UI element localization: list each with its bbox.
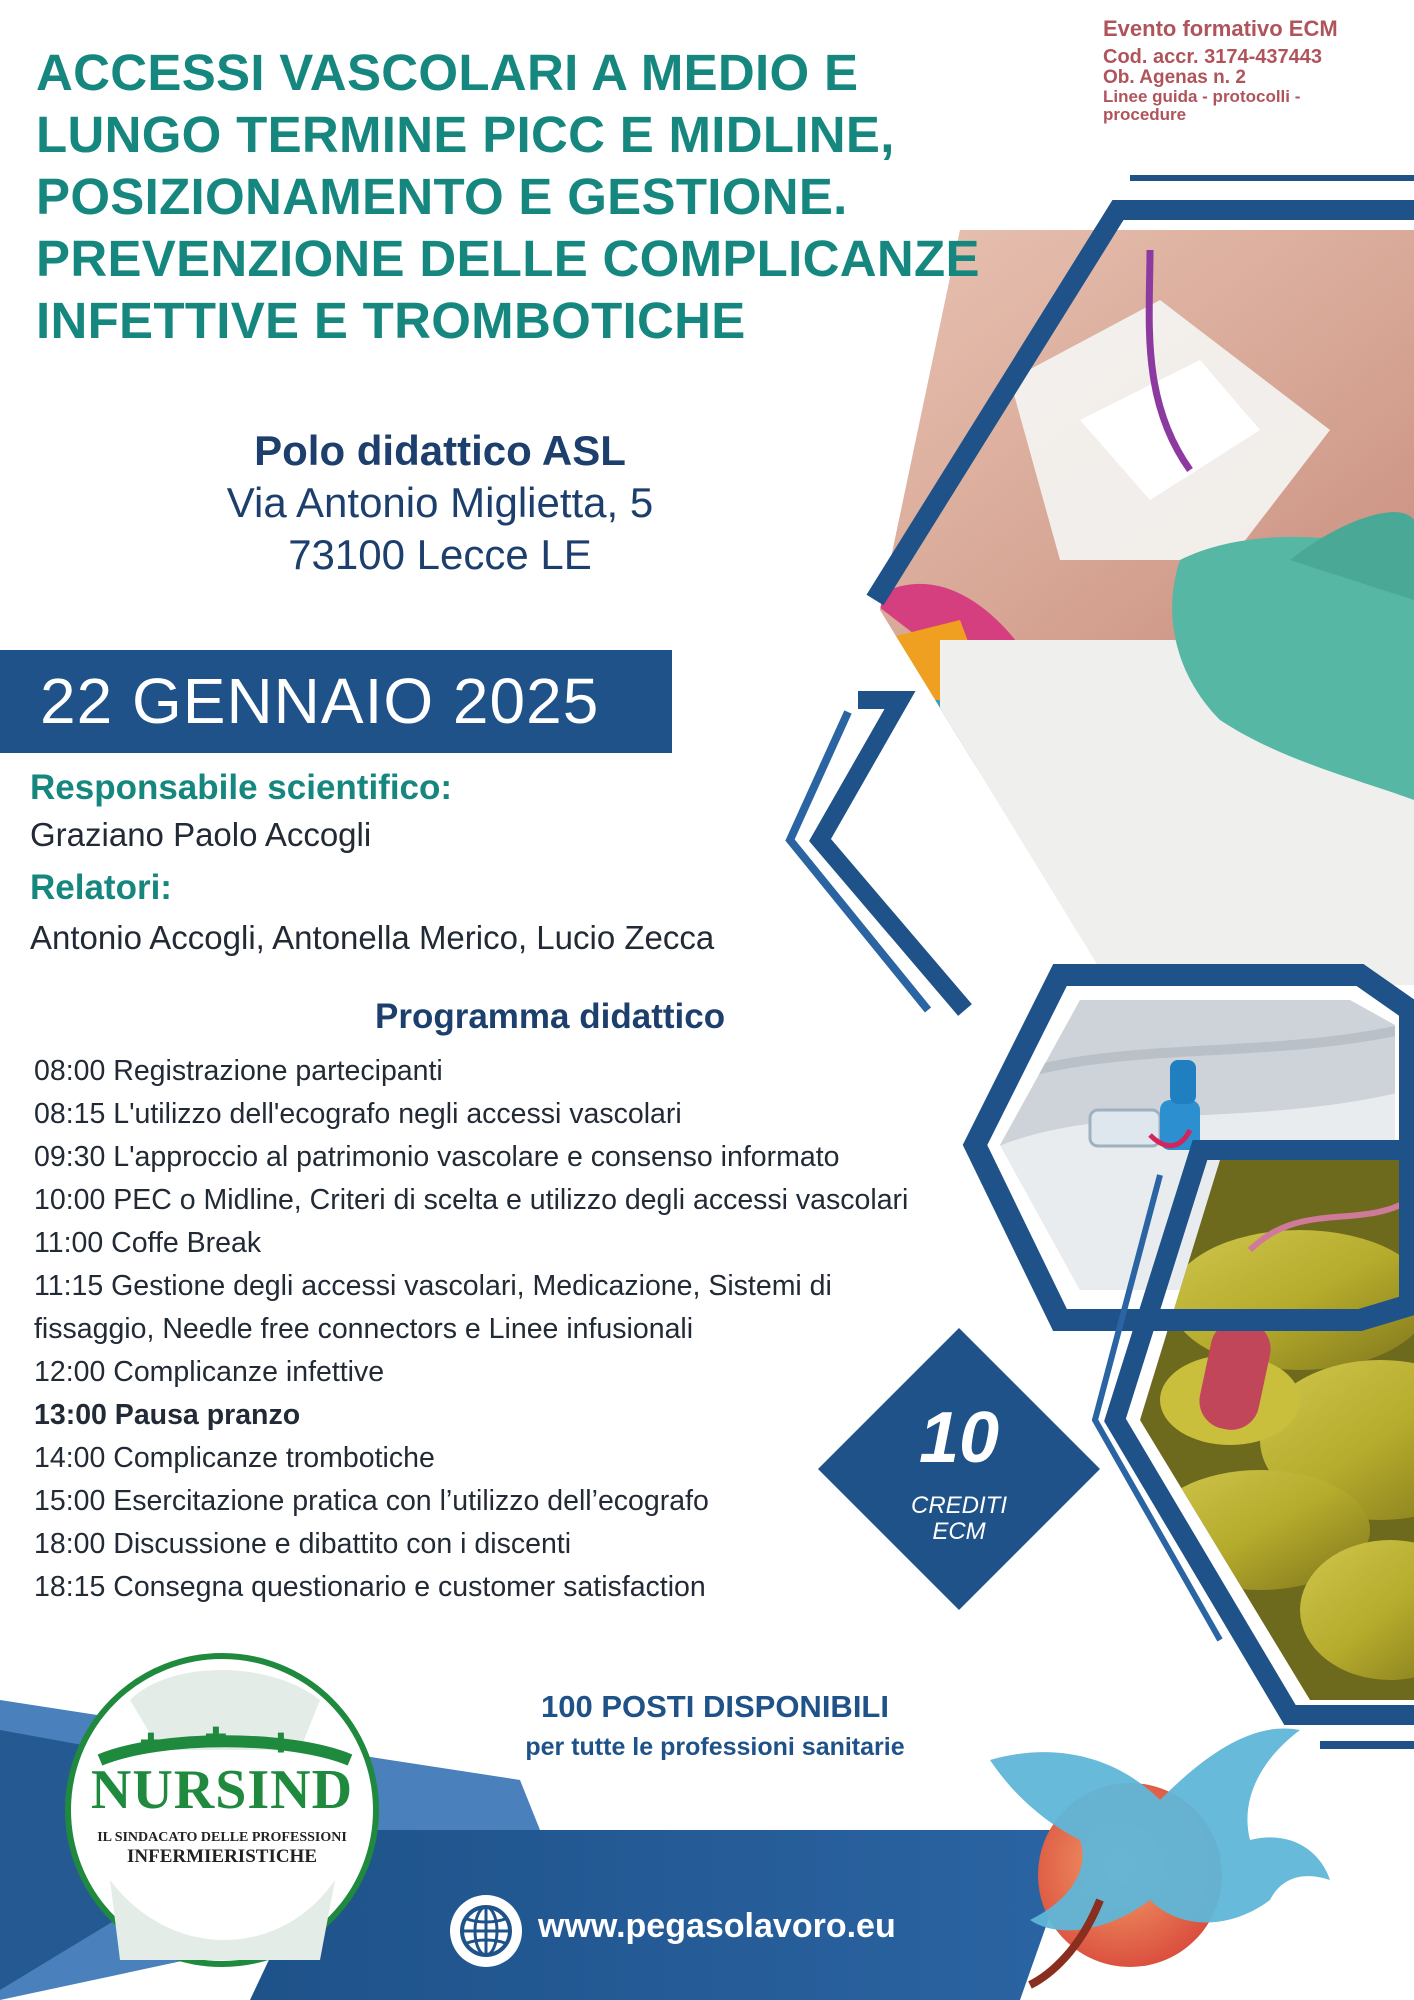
- program-item: 12:00 Complicanze infettive: [34, 1356, 385, 1388]
- event-date: 22 GENNAIO 2025: [40, 665, 600, 737]
- ecm-accreditation-info: [1103, 16, 1403, 124]
- nursind-logo-tagline: IL SINDACATO DELLE PROFESSIONI: [97, 1830, 347, 1845]
- venue-city: 73100 Lecce LE: [288, 531, 592, 578]
- venue-block: [140, 425, 740, 581]
- scientific-lead-name: Graziano Paolo Accogli: [30, 816, 372, 853]
- svg-text:✚: ✚: [205, 1722, 227, 1752]
- program-item: 18:00 Discussione e dibattito con i discenti: [34, 1528, 572, 1560]
- program-item: 08:00 Registrazione partecipanti: [34, 1055, 443, 1087]
- credits-label: [818, 1493, 1100, 1545]
- event-title-line: LUNGO TERMINE PICC E MIDLINE,: [36, 106, 895, 163]
- scientific-lead-label: Responsabile scientifico:: [30, 768, 453, 807]
- program-title: Programma didattico: [375, 997, 726, 1036]
- program-item: 11:00 Coffe Break: [34, 1227, 262, 1259]
- ecm-accreditation-code: Cod. accr. 3174-437443: [1103, 46, 1323, 68]
- event-title-line: ACCESSI VASCOLARI A MEDIO E: [36, 44, 859, 101]
- program-item: 14:00 Complicanze trombotiche: [34, 1442, 435, 1474]
- event-title-line: PREVENZIONE DELLE COMPLICANZE: [36, 230, 980, 287]
- nursind-logo-tagline2: INFERMIERISTICHE: [126, 1846, 318, 1867]
- event-title: [36, 42, 1026, 352]
- svg-text:✚: ✚: [140, 1728, 162, 1758]
- credits-number: 10: [918, 1398, 1000, 1478]
- website-link[interactable]: www.pegasolavoro.eu: [538, 1907, 896, 1945]
- program-item: 09:30 L'approccio al patrimonio vascolare e consenso informato: [34, 1141, 840, 1173]
- program-item: 15:00 Esercitazione pratica con l’utilizzo dell’ecografo: [34, 1485, 709, 1517]
- event-title-line: POSIZIONAMENTO E GESTIONE.: [36, 168, 848, 225]
- program-item: 11:15 Gestione degli accessi vascolari, Medicazione, Sistemi di fissaggio, Needle free connectors e Linee infusionali: [34, 1270, 832, 1345]
- program-item-lunch: 13:00 Pausa pranzo: [34, 1399, 301, 1431]
- date-banner: [0, 650, 672, 753]
- speakers-names: Antonio Accogli, Antonella Merico, Lucio Zecca: [30, 919, 715, 956]
- venue-name: Polo didattico ASL: [254, 427, 626, 474]
- program-item: 08:15 L'utilizzo dell'ecografo negli accessi vascolari: [34, 1098, 682, 1130]
- credits-label-line2: ECM: [932, 1518, 986, 1545]
- svg-text:✚: ✚: [270, 1728, 292, 1758]
- globe-icon: [448, 1893, 524, 1969]
- ecm-topic: Linee guida - protocolli - procedure: [1103, 87, 1301, 124]
- program-item: 18:15 Consegna questionario e customer satisfaction: [34, 1571, 706, 1603]
- venue-street: Via Antonio Miglietta, 5: [226, 479, 654, 526]
- pegaso-logo: [990, 1728, 1330, 1985]
- program-item: 10:00 PEC o Midline, Criteri di scelta e utilizzo degli accessi vascolari: [34, 1184, 909, 1216]
- speakers-label: Relatori:: [30, 868, 172, 907]
- seats-audience: per tutte le professioni sanitarie: [525, 1733, 905, 1761]
- nursind-logo-name: NURSIND: [90, 1759, 354, 1821]
- seats-available: 100 POSTI DISPONIBILI: [541, 1689, 889, 1724]
- event-title-line: INFETTIVE E TROMBOTICHE: [36, 292, 746, 349]
- ecm-objective: Ob. Agenas n. 2: [1103, 67, 1246, 88]
- ecm-event-label: Evento formativo ECM: [1103, 16, 1338, 41]
- credits-label-line1: CREDITI: [911, 1492, 1007, 1519]
